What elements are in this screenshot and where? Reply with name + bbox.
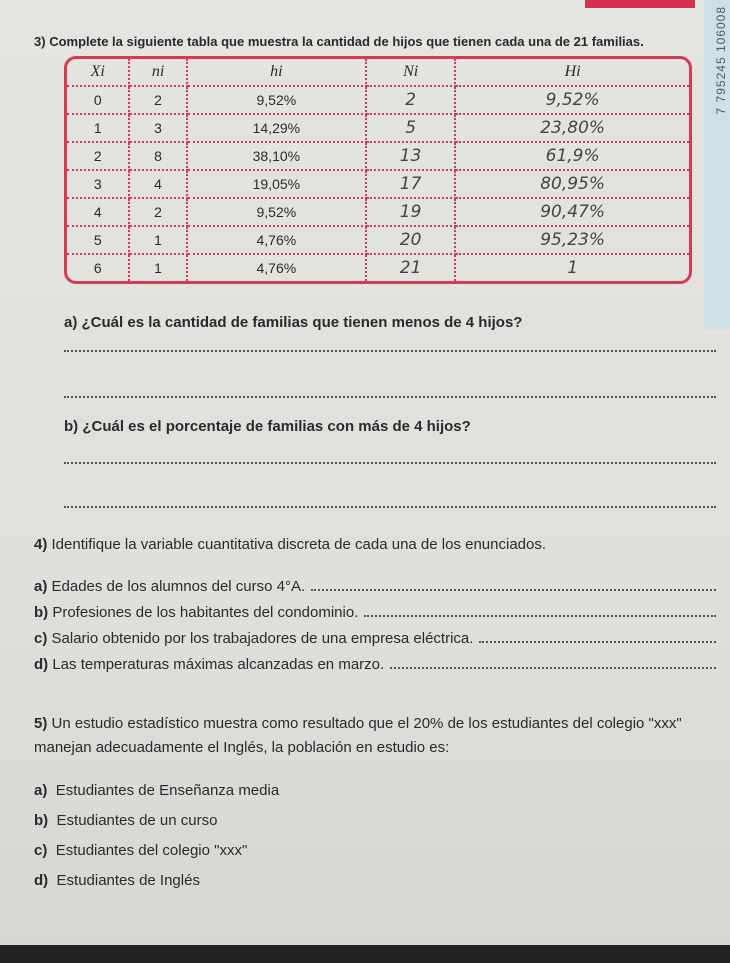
answer-line[interactable] xyxy=(64,396,716,398)
item-label: d) xyxy=(34,656,49,673)
cell-hi: 9,52% xyxy=(188,87,367,115)
cell-ni: 3 xyxy=(130,115,187,143)
q-text: Complete la siguiente tabla que muestra la cantidad de hijos que tienen cada una de 21 familias. xyxy=(49,34,644,49)
q-text: ¿Cuál es la cantidad de familias que tienen menos de 4 hijos? xyxy=(81,314,523,331)
question-3a xyxy=(64,314,522,331)
table-row xyxy=(67,199,689,227)
question-4 xyxy=(34,536,546,553)
cell-hi: 19,05% xyxy=(188,171,367,199)
q-label: a) xyxy=(64,314,78,331)
header-Ni: Ni xyxy=(367,59,456,87)
cell-hi: 4,76% xyxy=(188,227,367,255)
option-text: Estudiantes de Enseñanza media xyxy=(55,782,280,799)
cell-xi: 5 xyxy=(67,227,130,255)
table-row xyxy=(67,255,689,281)
cell-hi: 9,52% xyxy=(188,199,367,227)
q-text: Identifique la variable cuantitativa discreta de cada una de los enunciados. xyxy=(51,536,547,553)
cell-ni: 2 xyxy=(130,87,187,115)
photo-bottom-edge xyxy=(0,945,730,963)
question-3b xyxy=(64,418,471,435)
table-row xyxy=(67,87,689,115)
item-text: Las temperaturas máximas alcanzadas en marzo. xyxy=(52,656,385,673)
cell-xi: 1 xyxy=(67,115,130,143)
table-row xyxy=(67,171,689,199)
item-text: Salario obtenido por los trabajadores de una empresa eléctrica. xyxy=(51,630,474,647)
item-label: c) xyxy=(34,630,48,647)
answer-line[interactable] xyxy=(64,506,716,508)
cell-hi: 38,10% xyxy=(188,143,367,171)
decorative-bar xyxy=(585,0,695,8)
q-text: Un estudio estadístico muestra como resultado que el 20% de los estudiantes del colegio "xxx" manejan adecuadamente el Inglés, la población en estudio es: xyxy=(34,715,682,756)
cell-ni: 1 xyxy=(130,227,187,255)
option-label: c) xyxy=(34,842,48,859)
answer-line[interactable] xyxy=(311,578,716,591)
q-text: ¿Cuál es el porcentaje de familias con más de 4 hijos? xyxy=(82,418,471,435)
cell-Hi[interactable]: 90,47% xyxy=(456,199,689,227)
page-edge xyxy=(704,0,730,330)
cell-Hi[interactable]: 23,80% xyxy=(456,115,689,143)
statement-item xyxy=(34,578,716,595)
cell-xi: 2 xyxy=(67,143,130,171)
answer-line[interactable] xyxy=(364,604,716,617)
cell-xi: 0 xyxy=(67,87,130,115)
option-text: Estudiantes de un curso xyxy=(56,812,218,829)
table-row xyxy=(67,115,689,143)
q-label: b) xyxy=(64,418,79,435)
option-item[interactable] xyxy=(34,872,200,889)
cell-ni: 4 xyxy=(130,171,187,199)
cell-Hi[interactable]: 61,9% xyxy=(456,143,689,171)
header-xi: Xi xyxy=(67,59,130,87)
item-text: Edades de los alumnos del curso 4°A. xyxy=(51,578,306,595)
cell-hi: 14,29% xyxy=(188,115,367,143)
option-item[interactable] xyxy=(34,782,279,799)
item-text: Profesiones de los habitantes del condominio. xyxy=(52,604,359,621)
cell-ni: 8 xyxy=(130,143,187,171)
cell-Hi[interactable]: 1 xyxy=(567,258,579,278)
statement-item xyxy=(34,656,716,673)
cell-Ni[interactable]: 17 xyxy=(367,171,456,199)
item-label: b) xyxy=(34,604,49,621)
q-number: 4) xyxy=(34,536,48,553)
cell-Ni[interactable]: 2 xyxy=(367,87,456,115)
cell-xi: 6 xyxy=(67,255,130,281)
statement-item xyxy=(34,604,716,621)
answer-line[interactable] xyxy=(64,350,716,352)
answer-line[interactable] xyxy=(390,656,716,669)
question-3 xyxy=(34,34,644,49)
item-label: a) xyxy=(34,578,48,595)
frequency-table xyxy=(64,56,692,284)
option-item[interactable] xyxy=(34,812,217,829)
cell-xi: 4 xyxy=(67,199,130,227)
header-ni: ni xyxy=(130,59,187,87)
option-label: d) xyxy=(34,872,49,889)
side-code: 7 795245 106008 xyxy=(714,6,728,115)
header-hi: hi xyxy=(188,59,367,87)
cell-xi: 3 xyxy=(67,171,130,199)
table-row xyxy=(67,227,689,255)
option-label: b) xyxy=(34,812,49,829)
option-item[interactable] xyxy=(34,842,247,859)
cell-hi: 4,76% xyxy=(188,255,367,281)
option-text: Estudiantes de Inglés xyxy=(56,872,200,889)
q-number: 3) xyxy=(34,34,46,49)
cell-Ni[interactable]: 21 xyxy=(367,255,456,281)
option-text: Estudiantes del colegio "xxx" xyxy=(55,842,248,859)
question-5 xyxy=(34,712,704,760)
cell-Ni[interactable]: 19 xyxy=(367,199,456,227)
cell-ni: 1 xyxy=(130,255,187,281)
statement-item xyxy=(34,630,716,647)
cell-Ni[interactable]: 20 xyxy=(367,227,456,255)
cell-Ni[interactable]: 13 xyxy=(367,143,456,171)
q-number: 5) xyxy=(34,715,48,732)
option-label: a) xyxy=(34,782,48,799)
cell-Hi[interactable]: 95,23% xyxy=(456,227,689,255)
cell-Hi[interactable]: 80,95% xyxy=(456,171,689,199)
table-row xyxy=(67,143,689,171)
cell-Ni[interactable]: 5 xyxy=(367,115,456,143)
header-Hi: Hi xyxy=(456,59,689,87)
cell-ni: 2 xyxy=(130,199,187,227)
cell-Hi[interactable]: 9,52% xyxy=(456,87,689,115)
answer-line[interactable] xyxy=(479,630,716,643)
answer-line[interactable] xyxy=(64,462,716,464)
